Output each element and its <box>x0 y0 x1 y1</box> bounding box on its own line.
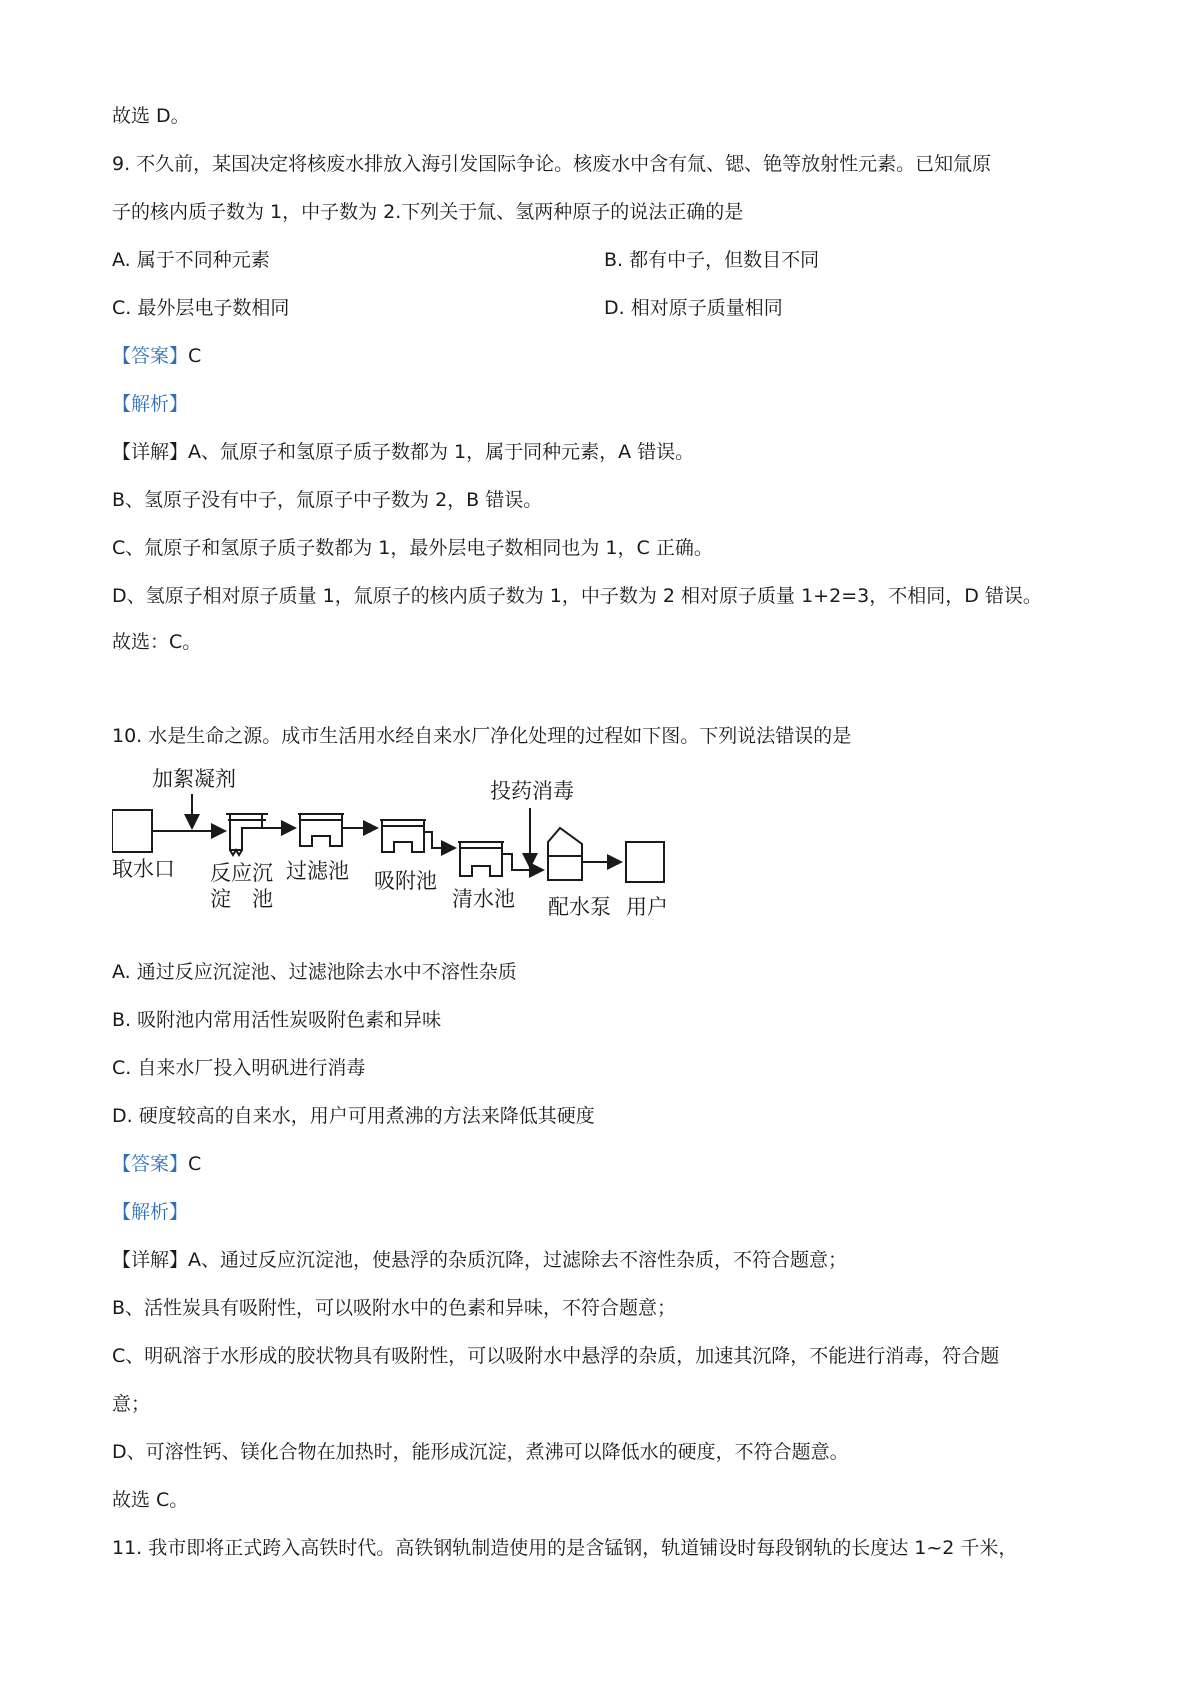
q10-detail-c2: 意； <box>112 1393 151 1415</box>
q9-detail-d: D、氢原子相对原子质量 1，氚原子的核内质子数为 1，中子数为 2 相对原子质量 1+2=3，不相同，D 错误。 <box>112 585 1042 607</box>
q9-option-a: A. 属于不同种元素 <box>112 249 270 271</box>
q9-option-d: D. 相对原子质量相同 <box>604 297 783 319</box>
label-add-coagulant: 加絮凝剂 <box>152 767 236 791</box>
label-user: 用户 <box>626 895 668 919</box>
q10-detail-c1: C、明矾溶于水形成的胶状物具有吸附性，可以吸附水中悬浮的杂质，加速其沉降，不能进行消毒，符合题 <box>112 1345 1000 1367</box>
q9-detail-b: B、氢原子没有中子，氚原子中子数为 2，B 错误。 <box>112 489 543 511</box>
q10-detail-d: D、可溶性钙、镁化合物在加热时，能形成沉淀，煮沸可以降低水的硬度，不符合题意。 <box>112 1441 849 1463</box>
adsorb-tank <box>382 820 424 852</box>
q10-option-d: D. 硬度较高的自来水，用户可用煮沸的方法来降低其硬度 <box>112 1105 595 1127</box>
label-sediment-2: 淀 池 <box>210 887 273 911</box>
label-clear: 清水池 <box>452 887 515 911</box>
q10-option-b: B. 吸附池内常用活性炭吸附色素和异味 <box>112 1009 442 1031</box>
label-filter: 过滤池 <box>286 859 349 883</box>
prev-conclusion: 故选 D。 <box>112 105 190 127</box>
q10-detail-a <box>112 1248 847 1272</box>
filter-tank <box>300 814 342 846</box>
label-sediment-1: 反应沉 <box>210 861 273 885</box>
q10-answer-value: C <box>188 1153 202 1175</box>
q9-detail-c: C、氚原子和氢原子质子数都为 1，最外层电子数相同也为 1，C 正确。 <box>112 537 713 559</box>
q9-answer-value: C <box>188 345 202 367</box>
q10-detail-b: B、活性炭具有吸附性，可以吸附水中的色素和异味，不符合题意； <box>112 1297 677 1319</box>
label-adsorb: 吸附池 <box>374 869 437 893</box>
q9-detail-tag: 【详解】 <box>112 441 189 463</box>
q10-stem: 10. 水是生命之源。成市生活用水经自来水厂净化处理的过程如下图。下列说法错误的是 <box>112 725 852 747</box>
q9-detail-a <box>112 440 694 464</box>
q9-stem-line1: 9. 不久前，某国决定将核废水排放入海引发国际争论。核废水中含有氚、锶、铯等放射性元素。已知氚原 <box>112 153 992 175</box>
q10-conclusion: 故选 C。 <box>112 1489 189 1511</box>
intake-box <box>112 810 152 852</box>
q10-answer-tag: 【答案】 <box>112 1153 189 1175</box>
label-intake: 取水口 <box>112 857 175 881</box>
q11-stem: 11. 我市即将正式跨入高铁时代。高铁钢轨制造使用的是含锰钢，轨道铺设时每段钢轨的长度达 1~2 千米， <box>112 1537 1018 1559</box>
q9-detail-a-text: A、氚原子和氢原子质子数都为 1，属于同种元素，A 错误。 <box>188 441 695 463</box>
user-box <box>626 842 664 882</box>
water-treatment-flow-diagram <box>112 764 752 934</box>
q10-option-a: A. 通过反应沉淀池、过滤池除去水中不溶性杂质 <box>112 961 517 983</box>
q10-option-c: C. 自来水厂投入明矾进行消毒 <box>112 1057 366 1079</box>
q10-answer <box>112 1152 201 1176</box>
q9-answer-tag: 【答案】 <box>112 345 189 367</box>
q9-conclusion: 故选：C。 <box>112 631 202 653</box>
q10-detail-a-text: A、通过反应沉淀池，使悬浮的杂质沉降，过滤除去不溶性杂质，不符合题意； <box>188 1249 848 1271</box>
label-disinfect: 投药消毒 <box>490 779 574 803</box>
q10-detail-tag: 【详解】 <box>112 1249 189 1271</box>
q9-stem-line2: 子的核内质子数为 1，中子数为 2.下列关于氚、氢两种原子的说法正确的是 <box>112 201 744 223</box>
pump-shape <box>548 828 582 880</box>
q9-analysis-tag: 【解析】 <box>112 393 189 415</box>
label-pump: 配水泵 <box>548 895 611 919</box>
q10-analysis-tag: 【解析】 <box>112 1201 189 1223</box>
q9-option-b: B. 都有中子，但数目不同 <box>604 249 820 271</box>
q9-option-c: C. 最外层电子数相同 <box>112 297 290 319</box>
q9-answer <box>112 344 201 368</box>
